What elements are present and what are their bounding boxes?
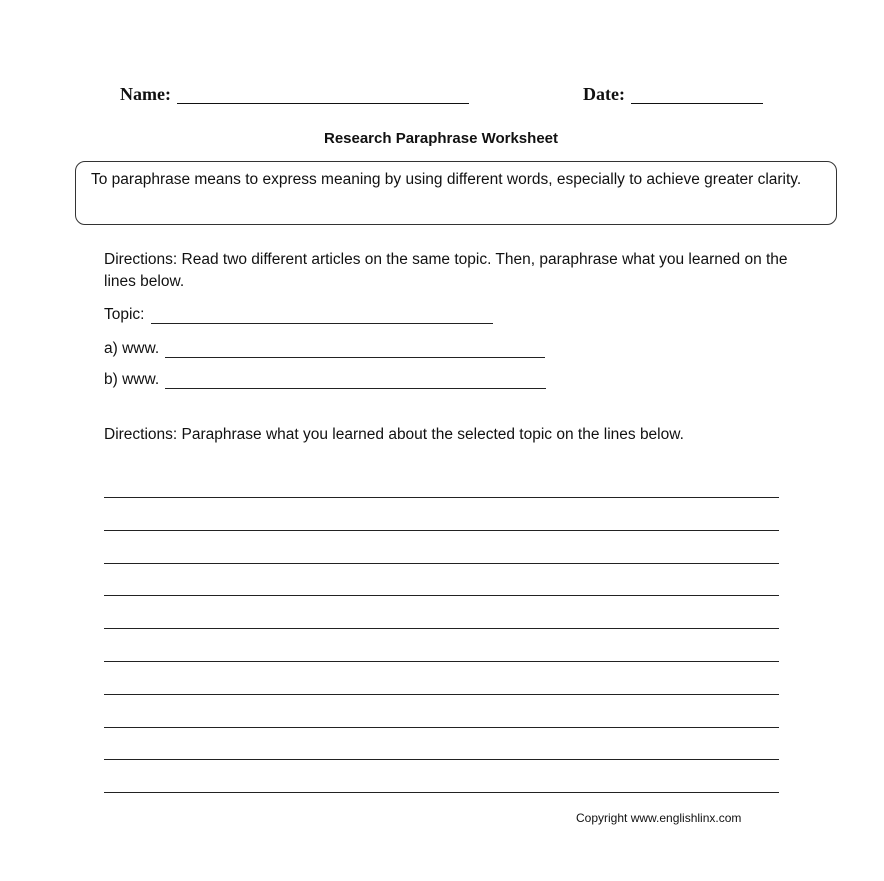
url-b-label: b) www.: [104, 371, 160, 388]
writing-line[interactable]: [104, 792, 779, 793]
directions-paraphrase: Directions: Paraphrase what you learned about the selected topic on the lines below.: [104, 426, 684, 443]
writing-line[interactable]: [104, 727, 779, 728]
writing-line[interactable]: [104, 759, 779, 760]
writing-line[interactable]: [104, 694, 779, 695]
date-label: Date:: [583, 84, 625, 104]
writing-line[interactable]: [104, 628, 779, 629]
writing-line[interactable]: [104, 497, 779, 498]
writing-line[interactable]: [104, 530, 779, 531]
topic-label: Topic:: [104, 306, 145, 323]
name-label: Name:: [120, 84, 171, 104]
copyright-notice: Copyright www.englishlinx.com: [576, 811, 742, 825]
writing-lines-area: [104, 0, 779, 881]
writing-line[interactable]: [104, 563, 779, 564]
definition-text: To paraphrase means to express meaning by using different words, especially to achieve greater clarity.: [91, 171, 802, 188]
url-a-label: a) www.: [104, 340, 160, 357]
worksheet-title: Research Paraphrase Worksheet: [323, 130, 558, 147]
writing-line[interactable]: [104, 661, 779, 662]
writing-line[interactable]: [104, 595, 779, 596]
directions-read-articles: Directions: Read two different articles on the same topic. Then, paraphrase what you learned on the lines below.: [104, 251, 788, 290]
